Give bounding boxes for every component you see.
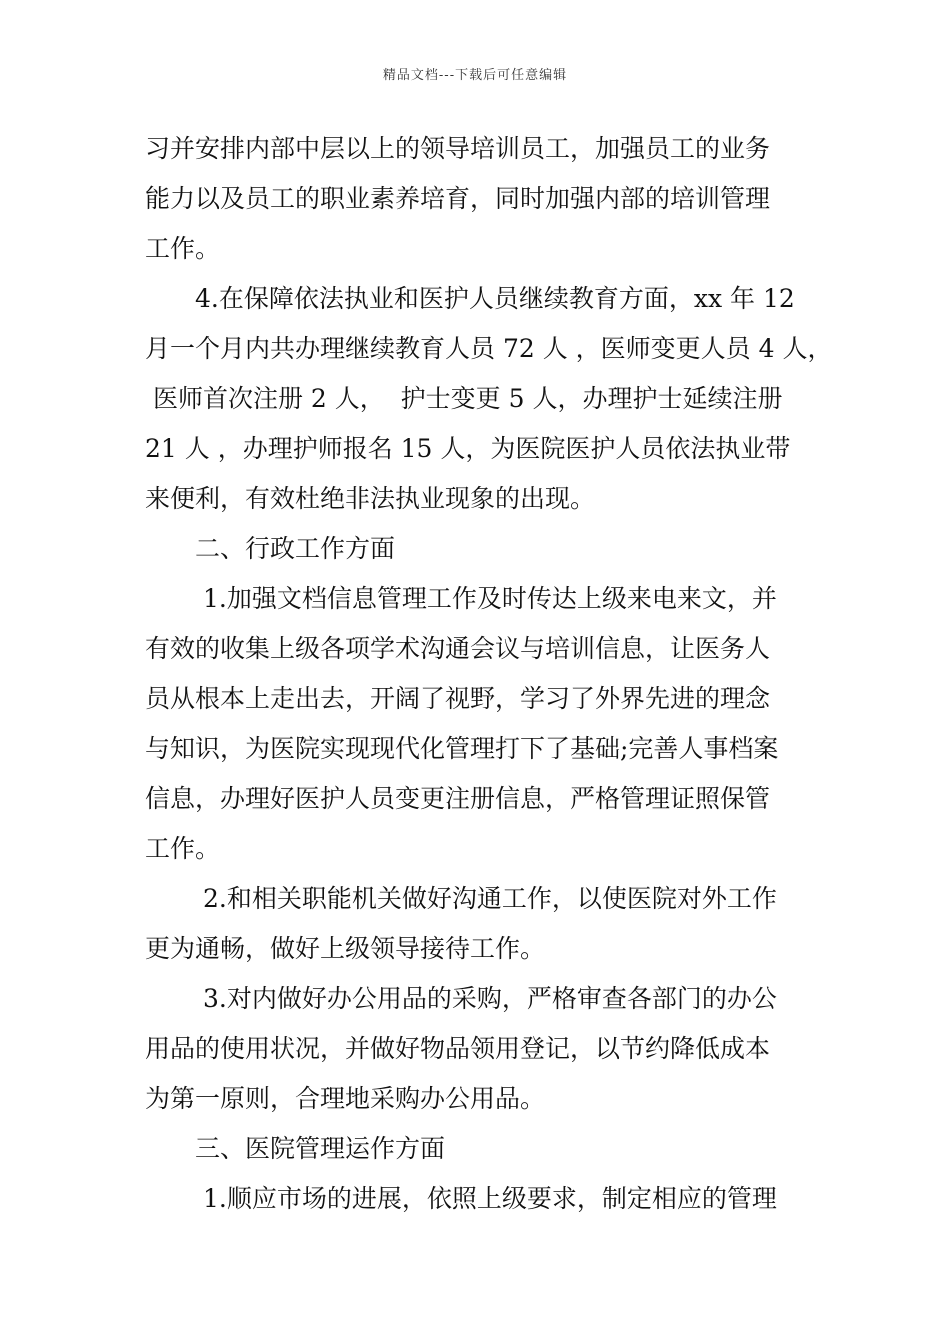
text-line: 2.和相关职能机关做好沟通工作，以使医院对外工作 [203,884,777,913]
section-heading: 二、行政工作方面 [195,534,396,563]
text-line: 习并安排内部中层以上的领导培训员工，加强员工的业务 [145,134,771,163]
text-line: 月一个月内共办理继续教育人员 72 人 ，医师变更人员 4 人， [145,334,833,363]
text-line: 1.加强文档信息管理工作及时传达上级来电来文，并 [203,584,777,613]
text-line: 1.顺应市场的进展，依照上级要求，制定相应的管理 [203,1184,777,1213]
text-line: 21 人 ，办理护师报名 15 人，为医院医护人员依法执业带 [145,434,791,463]
text-line: 医师首次注册 2 人， 护士变更 5 人，办理护士延续注册 [145,384,783,413]
text-line: 员从根本上走出去，开阔了视野，学习了外界先进的理念 [145,684,771,713]
text-line: 来便利，有效杜绝非法执业现象的出现。 [145,484,596,513]
text-line: 更为通畅，做好上级领导接待工作。 [145,934,546,963]
text-line: 信息，办理好医护人员变更注册信息，严格管理证照保管 [145,784,771,813]
text-line: 有效的收集上级各项学术沟通会议与培训信息，让医务人 [145,634,771,663]
text-line: 为第一原则，合理地采购办公用品。 [145,1084,546,1113]
text-line: 用品的使用状况，并做好物品领用登记，以节约降低成本 [145,1034,771,1063]
text-line: 工作。 [145,834,221,863]
section-heading: 三、医院管理运作方面 [195,1134,446,1163]
text-line: 能力以及员工的职业素养培育，同时加强内部的培训管理 [145,184,771,213]
document-body [145,124,833,1224]
text-line: 工作。 [145,234,221,263]
text-line: 4.在保障依法执业和医护人员继续教育方面，xx 年 12 [195,284,795,313]
page-header: 精品文档---下载后可任意编辑 [382,68,568,83]
text-line: 3.对内做好办公用品的采购，严格审查各部门的办公 [203,984,777,1013]
text-line: 与知识，为医院实现现代化管理打下了基础;完善人事档案 [145,734,779,763]
